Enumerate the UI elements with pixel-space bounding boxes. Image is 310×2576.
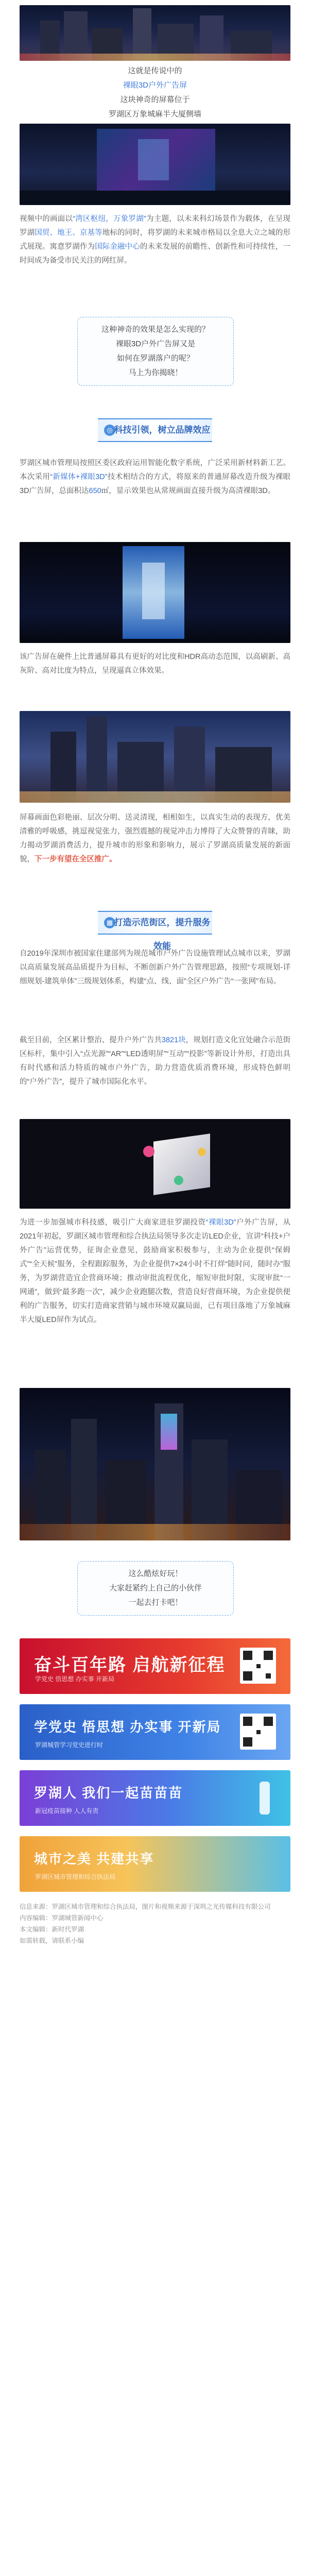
promo-2-title: 学党史 悟思想 办实事 开新局 [34, 1719, 221, 1735]
effect-paragraph [20, 811, 290, 867]
tech-highlight: “新媒体+裸眼3D” [50, 473, 108, 481]
promo-4-subtitle: 罗湖区城市管理和综合执法局 [35, 1873, 116, 1880]
checkin-tip-box [77, 1561, 234, 1616]
intro-paragraph [20, 212, 290, 268]
para1-text-e: 地标的同时，将罗湖的未来城市格局以全息大立之城的形式展现。寓意罗湖作为 [20, 229, 291, 251]
qr-code-icon [240, 1714, 276, 1750]
promo-1-subtitle: 学党史 悟思想 办实事 开新局 [35, 1675, 115, 1683]
hardware-paragraph [20, 650, 290, 678]
promo-banner-2[interactable] [20, 1704, 290, 1760]
para3-text: 该广告屏在硬件上比普通屏幕具有更好的对比度和HDR高动态范围，以高刷新、高灰阶、高对比度为特点，呈现逼真立体效果。 [20, 653, 290, 675]
intro-line-2: 裸眼3D户外广告屏 [123, 81, 187, 90]
tip1-line-4: 马上为你揭晓！ [128, 368, 183, 377]
para1-text-a: 视频中的画面以 [20, 215, 73, 223]
para2-text-a: 罗湖区城市管理局按照区委区政府运用智能化数字系统，广泛采用新材料新工艺。本次采用 [20, 459, 290, 481]
intro-line-1: 这就是传说中的 [128, 66, 182, 75]
theme-highlight: “湾区枢纽，万象罗湖” [73, 215, 146, 223]
promo-3-subtitle: 新冠疫苗接种 人人有责 [35, 1807, 99, 1815]
intro-line-3: 这块神奇的屏幕位于 [120, 95, 190, 104]
tip2-line-2: 大家赶紧约上自己的小伙伴 [109, 1584, 202, 1592]
tip2-line-3: 一起去打卡吧！ [128, 1598, 183, 1607]
footer-editor: 本文编辑：新时代罗湖 [20, 1926, 84, 1933]
intro-line-4: 罗湖区万象城麻半大厦侧墙 [108, 110, 201, 118]
promo-2-subtitle: 罗湖城管学习党史进行时 [35, 1741, 104, 1749]
footer-source: 信息来源：罗湖区城市管理和综合执法局，图片和视频来源于深圳之光传媒科技有限公司 [20, 1903, 271, 1910]
finance-center-highlight: 国际金融中心 [95, 243, 140, 251]
3d-screen-closeup-photo [20, 542, 290, 643]
footer-content-editor: 内容编辑：罗湖城管新闻中心 [20, 1914, 104, 1922]
landmark-highlight: 国贸、地王、京基等 [35, 229, 102, 237]
para5-text: 自2019年深圳市被国家住建部列为规范城市户外广告设施管理试点城市以来，罗湖以高质量发展高品质提升为目标，不断创新户外广告管理思路，按照“专项规划-详细规划-建筑单体”三级规划体系，构建“点、线、面”全区户外广告“一张网”布局。 [20, 950, 290, 986]
results-paragraph [20, 1033, 290, 1089]
para6-text-a: 截至目前，全区累计整治、提升户外广告共 [20, 1036, 162, 1044]
hero-city-night-photo [20, 5, 290, 61]
street-view-photo [20, 711, 290, 803]
3d-cube-photo [20, 1119, 290, 1209]
tech-paragraph [20, 456, 290, 498]
para7-text-c: 户外广告屏，从2021年初起，罗湖区城市管理和综合执法局领导多次走访LED企业，宣讲“科技+户外广告”运营优势，征询企业意见，鼓励商家积极参与，主动为企业提供“保姆式”“全天候”服务，全程跟踪服务，为企业提供7×24小时不打烊“随时问，随时办”服务，为罗湖营造宜企营商环境；推动审批流程优化，缩短审批时限，实现审批“一网通”，做到“最多跑一次”，减少企业跑腿次数，营造良好营商环境，为企业提供便利的广告服务，切实打造商家营销与城市环境双赢局面，已有项目落地了万象城麻半大厦LED屏作为试点。 [20, 1218, 291, 1324]
video-screen-photo [20, 124, 290, 205]
skyline-night-photo [20, 1388, 290, 1540]
tip1-line-3: 如何在罗湖落户的呢？ [116, 354, 194, 363]
area-highlight: 650 [89, 487, 101, 495]
tip1-line-2: 裸眼3D户外广告屏又是 [115, 340, 196, 348]
qr-code-icon [240, 1648, 276, 1684]
para2-text-e: ㎡，显示效果也从常规画面直接升级为高清裸眼3D。 [101, 487, 275, 495]
section-banner-demo [98, 911, 212, 951]
target-icon: ◎ [104, 425, 115, 436]
tip1-line-1: 这种神奇的效果是怎么实现的？ [101, 325, 210, 334]
vaccine-icon [260, 1782, 270, 1815]
building-icon: ▦ [104, 917, 115, 928]
para6-text-c: ，规划打造文化宜处融合示范街区标杆，集中引入“点光源”“AR”“LED透明屏”“互动”“投影”等新设计外形，打造出具有时代感和活力特质的城市户外广告，助力营造优质消费环境，形成特色鲜明的“户外广告”，提升了城市国际化水平。 [20, 1036, 291, 1086]
section-banner-tech [98, 418, 212, 442]
tip2-line-1: 这么酷炫好玩！ [128, 1569, 183, 1578]
article-footer [20, 1901, 290, 1946]
promo-banner-1[interactable] [20, 1638, 290, 1694]
intro-text [0, 64, 310, 122]
section-title-tech: 科技引领，树立品牌效应 [114, 425, 211, 435]
para4-text-a: 屏幕画面色彩艳丽、层次分明、送灵清现，相相如生，以真实生动的表现方，优美清雅的呼吸感，挑逗视觉张力，强烈震撼的视觉冲击力博得了大众赞誉的青睐，助力揭动罗湖消费活力，提升城市的形象和影响力，展示了罗湖高质量发展的新面貌， [20, 814, 290, 863]
promo-3-title: 罗湖人 我们一起苗苗苗 [34, 1785, 183, 1801]
service-paragraph [20, 1216, 290, 1327]
para1-text-g: 的未来发展的前瞻性、创新性和可持续性，一时间成为备受市民关注的网红屏。 [20, 243, 291, 265]
policy-paragraph [20, 947, 290, 989]
naked-eye-3d-highlight: “裸眼3D” [205, 1218, 236, 1227]
section-title-demo: 打造示范街区，提升服务效能 [114, 918, 211, 951]
para2-text-c: 技术相结合的方式，将原来的普通屏幕改造升级为裸眼3D广告屏，总面积达 [20, 473, 291, 495]
promo-banner-4[interactable] [20, 1836, 290, 1892]
promo-1-title: 奋斗百年路 启航新征程 [34, 1655, 226, 1675]
promo-banner-3[interactable] [20, 1770, 290, 1826]
count-highlight: 3821块 [161, 1036, 186, 1044]
promotion-highlight: 下一步有望在全区推广。 [35, 855, 117, 863]
promo-4-title: 城市之美 共建共享 [34, 1851, 154, 1867]
para1-text-c: 为主题，以未来科幻场景作为载体，在呈现罗湖 [20, 215, 290, 237]
footer-reprint-note: 如需转载，请联系小编 [20, 1937, 84, 1944]
para7-text-a: 为进一步加强城市科技感，吸引广大商家进驻罗湖投资 [20, 1218, 206, 1227]
question-tip-box [77, 317, 234, 386]
